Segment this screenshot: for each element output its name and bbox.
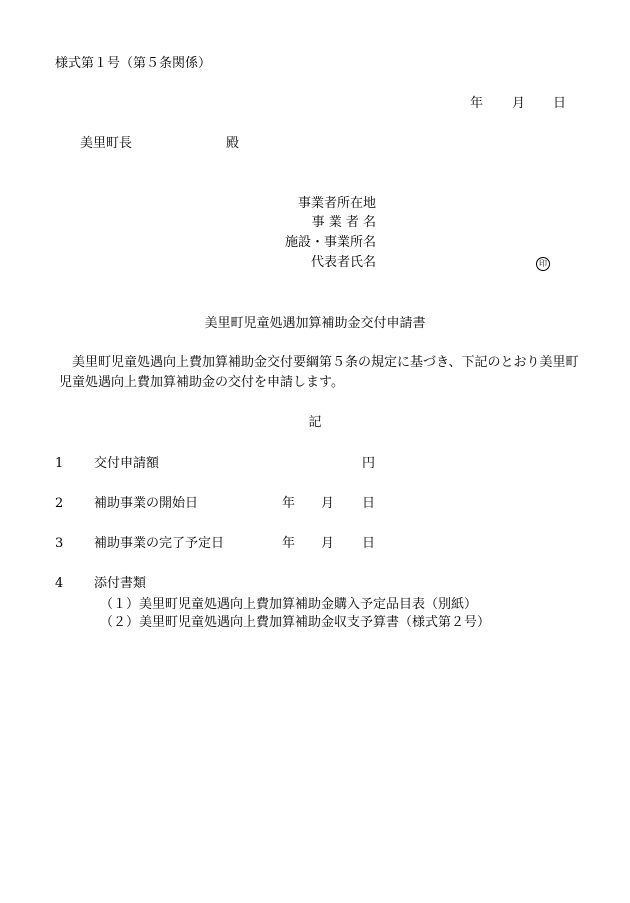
item-number: 4 [55,576,64,591]
date-day: 日 [553,96,567,111]
item-label: 交付申請額 [94,456,160,471]
date-year: 年 [470,96,484,111]
item-number: 3 [55,536,64,551]
form-number: 様式第１号（第５条関係） [55,56,212,71]
address-label: 事業者所在地 [297,196,376,211]
start-month: 月 [321,496,335,511]
addressee-honorific: 殿 [226,136,240,151]
facility-label: 施設・事業所名 [284,235,376,250]
body-text: 美里町児童処遇向上費加算補助金交付要綱第５条の規定に基づき、下記のとおり美里町児童処遇向上費加算補助金の交付を申請します。 [59,355,579,390]
attachment-item: （２）美里町児童処遇向上費加算補助金収支予算書（様式第２号） [100,615,491,630]
addressee-name: 美里町長 [80,136,133,151]
item-label: 補助事業の完了予定日 [94,536,225,551]
end-month: 月 [321,536,335,551]
end-year: 年 [282,536,296,551]
start-year: 年 [282,496,296,511]
seal-mark: 印 [536,257,550,271]
item-label: 補助事業の開始日 [94,496,199,511]
attachment-item: （１）美里町児童処遇向上費加算補助金購入予定品目表（別紙） [100,597,478,612]
item-label: 添付書類 [94,576,147,591]
item-number: 1 [55,456,64,471]
start-day: 日 [362,496,376,511]
yen-unit: 円 [362,456,376,471]
applicant-name-label: 事 業 者 名 [311,215,376,230]
document-title: 美里町児童処遇加算補助金交付申請書 [204,316,426,331]
end-day: 日 [362,536,376,551]
date-month: 月 [512,96,526,111]
ki-heading: 記 [308,415,322,430]
item-number: 2 [55,496,64,511]
representative-label: 代表者氏名 [310,255,376,270]
